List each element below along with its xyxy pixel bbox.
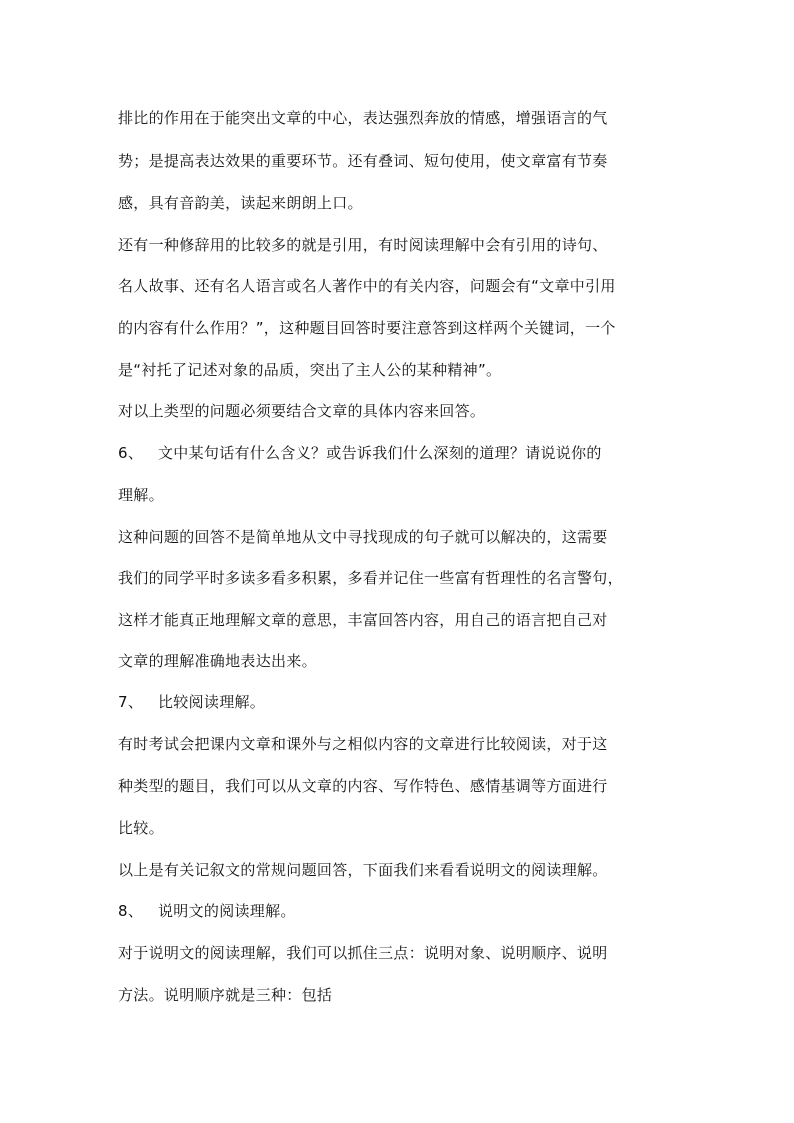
paragraph-line: 这种问题的回答不是简单地从文中寻找现成的句子就可以解决的，这需要 [118, 528, 608, 546]
paragraph-line: 名人故事、还有名人语言或名人著作中的有关内容，问题会有“文章中引用 [118, 277, 616, 295]
paragraph-line: 的内容有什么作用？”，这种题目回答时要注意答到这样两个关键词，一个 [118, 319, 616, 337]
section-heading-7 [118, 692, 698, 712]
section-title: 比较阅读理解。 [158, 693, 266, 711]
section-number: 6、 [118, 444, 144, 462]
section-title: 文中某句话有什么含义？或告诉我们什么深刻的道理？请说说你的 [158, 444, 602, 462]
paragraph-line: 排比的作用在于能突出文章的中心，表达强烈奔放的情感，增强语言的气 [118, 109, 608, 127]
section-number: 8、 [118, 902, 144, 920]
paragraph-line: 文章的理解准确地表达出来。 [118, 652, 317, 670]
paragraph-line: 是“衬托了记述对象的品质，突出了主人公的某种精神”。 [118, 361, 502, 379]
paragraph-line: 以上是有关记叙文的常规问题回答，下面我们来看看说明文的阅读理解。 [118, 861, 608, 879]
section-number: 7、 [118, 693, 144, 711]
section-heading-8 [118, 901, 698, 921]
section-title: 说明文的阅读理解。 [158, 902, 296, 920]
paragraph-line: 有时考试会把课内文章和课外与之相似内容的文章进行比较阅读，对于这 [118, 735, 608, 753]
paragraph-line: 理解。 [118, 486, 164, 504]
paragraph-line: 还有一种修辞用的比较多的就是引用，有时阅读理解中会有引用的诗句、 [118, 236, 608, 254]
paragraph-line: 种类型的题目，我们可以从文章的内容、写作特色、感情基调等方面进行 [118, 777, 608, 795]
paragraph-line: 比较。 [118, 819, 164, 837]
paragraph-line: 对以上类型的问题必须要结合文章的具体内容来回答。 [118, 402, 486, 420]
paragraph-line: 感，具有音韵美，读起来朗朗上口。 [118, 194, 363, 212]
section-heading-6 [118, 443, 698, 463]
paragraph-line: 方法。说明顺序就是三种：包括 [118, 986, 333, 1004]
paragraph-line: 这样才能真正地理解文章的意思，丰富回答内容，用自己的语言把自己对 [118, 611, 608, 629]
paragraph-line: 我们的同学平时多读多看多积累，多看并记住一些富有哲理性的名言警句， [118, 569, 623, 587]
paragraph-line: 对于说明文的阅读理解，我们可以抓住三点：说明对象、说明顺序、说明 [118, 944, 608, 962]
paragraph-line: 势；是提高表达效果的重要环节。还有叠词、短句使用，使文章富有节奏 [118, 152, 608, 170]
